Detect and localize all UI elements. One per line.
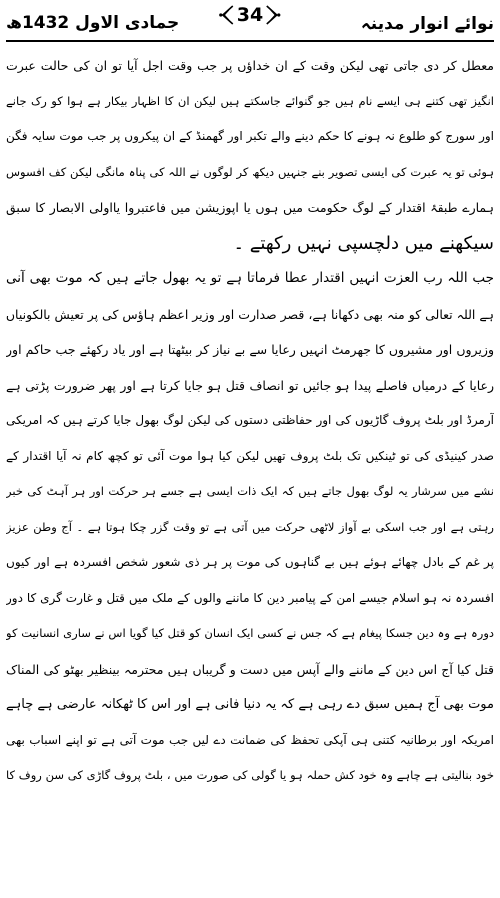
magazine-title: نوائے انوار مدینہ [360, 13, 494, 34]
body-line: رعایا کے درمیاں فاصلے پیدا ہو جائیں تو انصاف قتل ہو جایا کرتا ہے اور پھر ضرورت پڑتی ہے [6, 377, 494, 393]
body-line: خود بنالیتی ہے چاہے وہ خود کش حملہ ہو یا گولی کی صورت میں ، بلٹ پروف گاڑی کی سن روف کا [6, 768, 494, 782]
page-number: 34 [236, 4, 264, 26]
body-line: آرمرڈ اور بلٹ پروف گاڑیوں کی اور حفاظتی دستوں کی لیکن لوگ بھول جایا کرتے ہیں کہ امریکی [6, 413, 494, 427]
right-ornament-icon [266, 4, 282, 26]
body-line: ہوئی تو یہ عبرت کی ایسی تصویر بنے جنہیں دیکھ کر لوگوں نے اللہ کی پناہ مانگی لیکن کف افسوس [6, 164, 494, 179]
body-line: پر غم کے بادل چھائے ہوئے ہیں بے گناہوں کی موت پر ہر ذی شعور شخص افسردہ ہے اور کیوں [6, 555, 494, 569]
body-line: ہے اللہ تعالی کو منہ بھی دکھانا ہے، قصر صدارت اور وزیر اعظم ہاؤس کی پر تعیش بالکونیاں [6, 306, 494, 322]
body-line: جب اللہ رب العزت انہیں اقتدار عطا فرماتا ہے تو یہ بھول جاتے ہیں کہ موت بھی آنی [6, 270, 494, 286]
article-body [6, 48, 494, 794]
page-number-ornament [218, 0, 282, 30]
body-line: سیکھنے میں دلچسپی نہیں رکھتے ۔ [233, 232, 494, 254]
left-ornament-icon [218, 4, 234, 26]
header-rule [6, 40, 494, 42]
body-line: اور سورج کو طلوع نہ ہونے کا حکم دینے والے تکبر اور گھمنڈ کے ان پیکروں پر جب موت سایہ فگن [6, 129, 494, 143]
body-line: معطل کر دی جاتی تھی لیکن وقت کے ان خداؤں پر جب وقت اجل آیا تو ان کی حالت عبرت [6, 58, 494, 73]
issue-date: جمادی الاول 1432ھ [6, 13, 180, 33]
body-line: صدر کینیڈی کی تو ٹینکیں تک بلٹ پروف تھیں لیکن کیا ہوا موت آئی تو کچھ کام نہ آیا اقتدار کے [6, 448, 494, 463]
body-line: قتل کیا آج اس دین کے ماننے والے آپس میں دست و گریباں ہیں محترمہ بینظیر بھٹو کی المناک [6, 661, 494, 677]
body-line: رہتی ہے اور جب اسکی بے آواز لاٹھی حرکت میں آتی ہے تو وقت گزر چکا ہوتا ہے ۔ آج وطن عزیز [6, 519, 494, 534]
body-line: انگیز تھی کتنے ہی ایسے نام ہیں جو گنوائے جاسکتے ہیں لیکن ان کا اظہار بیکار ہے ہوا کو رک جانے [6, 93, 494, 108]
body-line: دورہ ہے وہ دین جسکا پیغام ہے کہ جس نے کسی ایک انسان کو قتل کیا گویا اس نے ساری انسانیت کو [6, 626, 494, 640]
body-line: افسردہ نہ ہو اسلام جیسے امن کے پیامبر دین کا ماننے والوں کے ملک میں قتل و غارت گری کا دور [6, 590, 494, 605]
body-line: امریکہ اور برطانیہ کتنی ہی آپکی تحفظ کی ضمانت دے لیں جب موت آتی ہے تو اپنے اسباب بھی [6, 732, 494, 747]
body-line: موت بھی آج ہمیں سبق دے رہی ہے کہ یہ دنیا فانی ہے اور اس کا ٹھکانہ عارضی ہے چاہے [6, 697, 494, 712]
body-line: نشے میں سرشار یہ لوگ بھول جاتے ہیں کہ ایک ذات ایسی ہے جسے ہر حرکت اور ہر آہٹ کی خبر [6, 484, 494, 498]
body-line: وزیروں اور مشیروں کا جھرمٹ انہیں رعایا سے بے نیاز کر بیٹھتا ہے اور یاد رکھئے جب حاکم اور [6, 342, 494, 357]
body-line: ہمارے طبقۂ اقتدار کے لوگ حکومت میں ہوں یا اپوزیشن میں فاعتبروا یااولی الابصار کا سبق [6, 200, 494, 215]
